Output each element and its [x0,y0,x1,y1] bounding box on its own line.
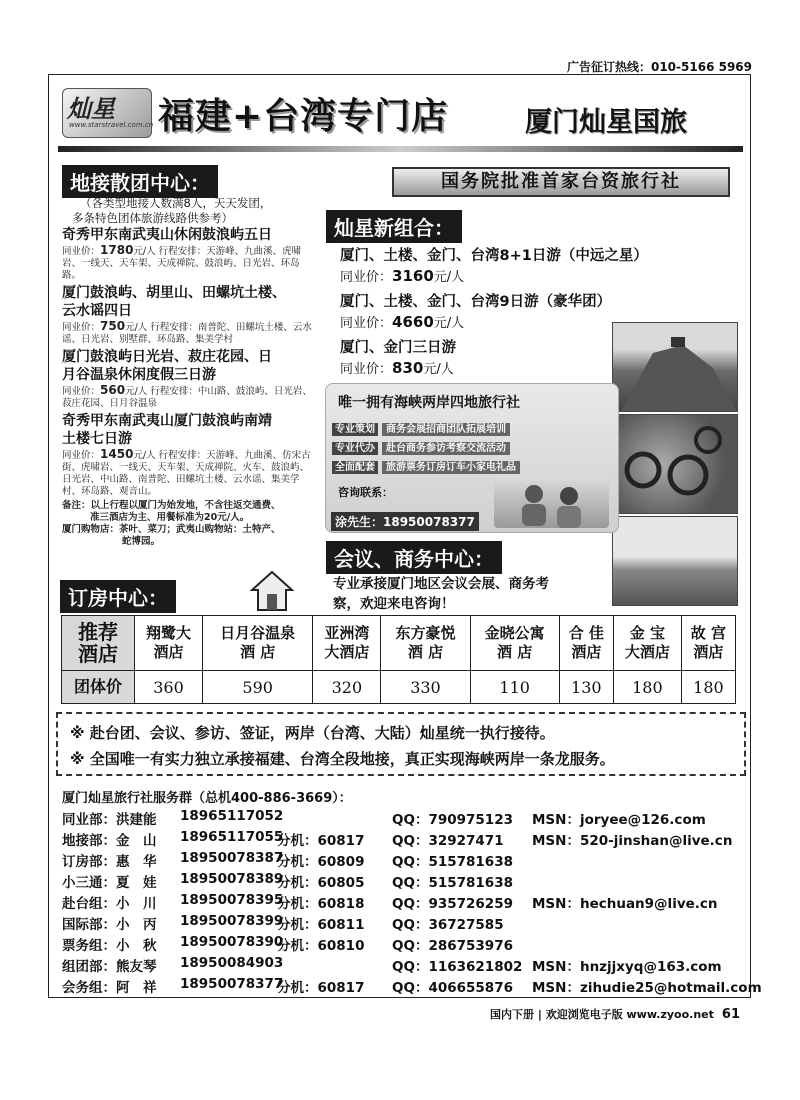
route-item [62,412,317,498]
hotel-name-line: 酒店 [693,643,724,661]
house-icon [250,568,294,616]
logo-url: www.starstravel.com.cn [69,121,154,129]
route-remark [62,500,317,548]
group-price-value: 830 [392,359,424,377]
approval-banner: 国务院批准首家台资旅行社 [392,167,730,197]
msn: MSN：hechuan9@live.cn [532,896,718,912]
new-groups-heading: 灿星新组合： [326,210,462,243]
price-label: 同业价： [62,246,101,257]
hotel-price: 180 [681,671,735,704]
logo-text: 灿星 [67,95,115,123]
qq: QQ：406655876 [392,980,513,996]
promo-tag: 全面配套 [332,461,378,474]
dept: 赴台组：小 川 [62,896,157,912]
group-title: 厦门、土楼、金门、台湾9日游（豪华团） [340,294,612,310]
meeting-desc [333,574,549,614]
page-footer [490,1006,740,1022]
phone: 18965117052 [180,808,284,824]
hotel-name-line: 酒店 [153,643,184,661]
meeting-heading: 会议、商务中心： [326,541,502,574]
hotel-name [202,616,312,671]
qq: QQ：790975123 [392,812,513,828]
phone: 18950078377 [180,976,284,992]
photo-gulangyu [612,322,738,412]
page-title: 福建+台湾专门店 [158,96,449,137]
hotel-price: 320 [313,671,381,704]
hotel-price: 180 [613,671,681,704]
extension: 分机：60809 [277,854,365,870]
route-itinerary: 行程安排：天游峰、九曲溪、仿宋古街、虎啸岩、一线天、天车架、天成禅院、火车、鼓浪屿、日光岩、中山路、南普陀、田螺坑土楼、云水谣、集美学村、环岛路、观音山。 [62,450,311,497]
qq: QQ：36727585 [392,917,504,933]
hotel-name-line: 大酒店 [624,643,670,661]
phone: 18950078389 [180,871,284,887]
hotel-name-line: 故 宫 [690,624,727,642]
hotel-price: 590 [202,671,312,704]
price-unit: 元/人 [433,270,465,285]
group-price [340,312,648,336]
head-line: 酒店 [78,642,118,666]
price-unit: 元/人 [133,450,156,461]
header-divider [58,146,743,152]
price-label: 同业价： [340,316,393,331]
phone: 18950078399 [180,913,284,929]
group-title: 厦门、土楼、金门、台湾8+1日游（中远之星） [340,248,648,264]
meeting-line: 察，欢迎来电咨询！ [333,596,455,612]
meeting-line: 专业承接厦门地区会议会展、商务考 [333,576,549,592]
promo-row [332,420,510,435]
hotel-name [313,616,381,671]
page-subtitle: 厦门灿星国旅 [525,107,687,138]
promo-row [332,439,510,454]
route-detail [62,320,317,346]
route-list [62,226,317,548]
notice-box [56,712,746,776]
hotel-price: 360 [135,671,203,704]
tulou-icon [613,415,737,513]
people-icon [494,476,609,528]
logo [62,88,152,138]
local-note-2: 多条特色团体旅游线路供参考） [72,211,233,225]
qq: QQ：1163621802 [392,959,523,975]
hotel-name-line: 酒店 [571,643,602,661]
ad-hotline: 广告征订热线：010-5166 5969 [566,60,752,74]
photo-tulou [612,414,738,514]
route-price: 1450 [100,447,134,461]
extension: 分机：60817 [277,833,365,849]
dept: 同业部：洪建能 [62,812,157,828]
dept: 小三通：夏 娃 [62,875,157,891]
contact-label: 咨询联系： [338,486,393,499]
hotel-name-line: 酒 店 [240,643,276,661]
promo-desc: 赴台商务参访考察交流活动 [382,442,510,455]
extension: 分机：60818 [277,896,365,912]
group-price [340,266,648,290]
route-title: 厦门鼓浪屿、胡里山、田螺坑土楼、 [62,285,286,301]
route-itinerary: 行程安排：天游峰、九曲溪、虎啸岩、一线天、天车架、天成禅院、鼓浪屿、日光岩、环岛路。 [62,246,302,281]
dept: 会务组：阿 祥 [62,980,157,996]
route-price: 560 [100,383,126,397]
msn: MSN：joryee@126.com [532,812,706,828]
extension: 分机：60805 [277,875,365,891]
qq: QQ：515781638 [392,854,513,870]
hotel-name [135,616,203,671]
phone: 18950078390 [180,934,284,950]
group-price-head: 团体价 [62,671,135,704]
hotel-price: 110 [470,671,559,704]
hotel-name-line: 酒 店 [497,643,533,661]
promo-row [332,458,520,473]
hotel-name [381,616,470,671]
hotel-price-row [62,671,736,704]
msn: MSN：520-jinshan@live.cn [532,833,733,849]
phone: 18950084903 [180,955,284,971]
promo-tag: 专业策划 [332,423,378,436]
promo-desc: 旅游票务订房订车小家电礼品 [382,461,520,474]
hotel-name [559,616,613,671]
route-detail [62,384,317,410]
contact-phone: 涂先生：18950078377 [331,512,479,531]
remark-line: 蛇博园。 [122,536,161,547]
qq: QQ：515781638 [392,875,513,891]
group-price-value: 4660 [392,313,434,331]
booking-heading: 订房中心： [60,580,176,613]
hotel-name-line: 金晓公寓 [484,624,545,642]
route-price: 1780 [100,243,134,257]
hotel-name [681,616,735,671]
rock-icon [613,323,737,411]
route-title: 奇秀甲东南武夷山厦门鼓浪屿南靖 [62,413,272,429]
hotel-price: 130 [559,671,613,704]
dept: 地接部：金 山 [62,833,157,849]
notice-line: ※ 赴台团、会议、参访、签证，两岸（台湾、大陆）灿星统一执行接待。 [70,724,555,742]
promo-box [325,383,619,533]
remark-line: 准三酒店为主、用餐标准为20元/人。 [90,512,250,523]
price-label: 同业价： [340,270,393,285]
hotel-name [613,616,681,671]
group-price-value: 3160 [392,267,434,285]
hotel-name-line: 金 宝 [629,624,665,642]
price-unit: 元/人 [125,386,148,397]
route-price: 750 [100,319,126,333]
hotel-name-line: 东方豪悦 [395,624,456,642]
price-label: 同业价： [62,322,101,333]
group-price [340,358,648,382]
promo-desc: 商务会展招商团队拓展培训 [382,423,510,436]
remark-line: 备注：以上行程以厦门为始发地，不含往返交通费、 [62,500,281,511]
price-unit: 元/人 [433,316,465,331]
photo-landscape [612,516,738,606]
qq: QQ：32927471 [392,833,504,849]
service-title: 厦门灿星旅行社服务群（总机400-886-3669）： [62,791,352,806]
price-unit: 元/人 [125,322,148,333]
dept: 组团部：熊友琴 [62,959,157,975]
dept: 订房部：惠 华 [62,854,157,870]
footer-text: 国内下册 | 欢迎浏览电子版 www.zyoo.net [490,1008,714,1021]
extension: 分机：60810 [277,938,365,954]
hotel-name [470,616,559,671]
group-list [340,244,648,382]
route-item [62,348,317,410]
dept: 国际部：小 丙 [62,917,157,933]
phone: 18965117055 [180,829,284,845]
promo-title: 唯一拥有海峡两岸四地旅行社 [338,395,520,411]
local-tours-heading: 地接散团中心： [62,165,218,198]
phone: 18950078395 [180,892,284,908]
hotel-name-line: 日月谷温泉 [220,624,296,642]
route-title: 奇秀甲东南武夷山休闲鼓浪屿五日 [62,227,272,243]
page-number: 61 [721,1007,740,1022]
remark-line: 厦门购物店：茶叶、菜刀；武夷山购物站：土特产、 [62,524,281,535]
group-title: 厦门、金门三日游 [340,340,456,356]
route-itinerary: 行程安排：南普陀、田螺坑土楼、云水谣、日光岩、别墅群、环岛路、集美学村 [62,322,312,345]
local-note-1: （各类型地接人数满8人，天天发团， [80,196,272,210]
route-detail [62,244,317,282]
staff-photo [494,476,609,528]
price-unit: 元/人 [133,246,156,257]
qq: QQ：935726259 [392,896,513,912]
recommended-hotels-head [62,616,135,671]
route-title-cont: 月谷温泉休闲度假三日游 [62,367,216,383]
route-title-cont: 云水谣四日 [62,303,132,319]
price-label: 同业价： [62,450,101,461]
price-label: 同业价： [340,362,393,377]
route-title-cont: 土楼七日游 [62,431,132,447]
route-item [62,284,317,346]
phone: 18950078387 [180,850,284,866]
hotel-name-row [62,616,736,671]
price-label: 同业价： [62,386,101,397]
route-item [62,226,317,282]
hotel-name-line: 翔鹭大 [145,624,191,642]
hotel-name-line: 合 佳 [568,624,604,642]
hotel-name-line: 酒 店 [407,643,444,661]
promo-tag: 专业代办 [332,442,378,455]
route-itinerary: 行程安排：中山路、鼓浪屿、日光岩、菽庄花园、日月谷温泉 [62,386,312,409]
extension: 分机：60811 [277,917,365,933]
route-title: 厦门鼓浪屿日光岩、菽庄花园、日 [62,349,272,365]
qq: QQ：286753976 [392,938,513,954]
notice-line: ※ 全国唯一有实力独立承接福建、台湾全段地接，真正实现海峡两岸一条龙服务。 [70,750,615,768]
hotel-table [61,615,736,704]
hotel-name-line: 亚洲湾 [324,624,370,642]
dept: 票务组：小 秋 [62,938,157,954]
msn: MSN：hnzjjxyq@163.com [532,959,722,975]
route-detail [62,448,317,498]
msn: MSN：zihudie25@hotmail.com [532,980,762,996]
hotel-name-line: 大酒店 [324,643,370,661]
extension: 分机：60817 [277,980,365,996]
hotel-price: 330 [381,671,470,704]
head-line: 推荐 [78,620,118,644]
price-unit: 元/人 [423,362,454,377]
